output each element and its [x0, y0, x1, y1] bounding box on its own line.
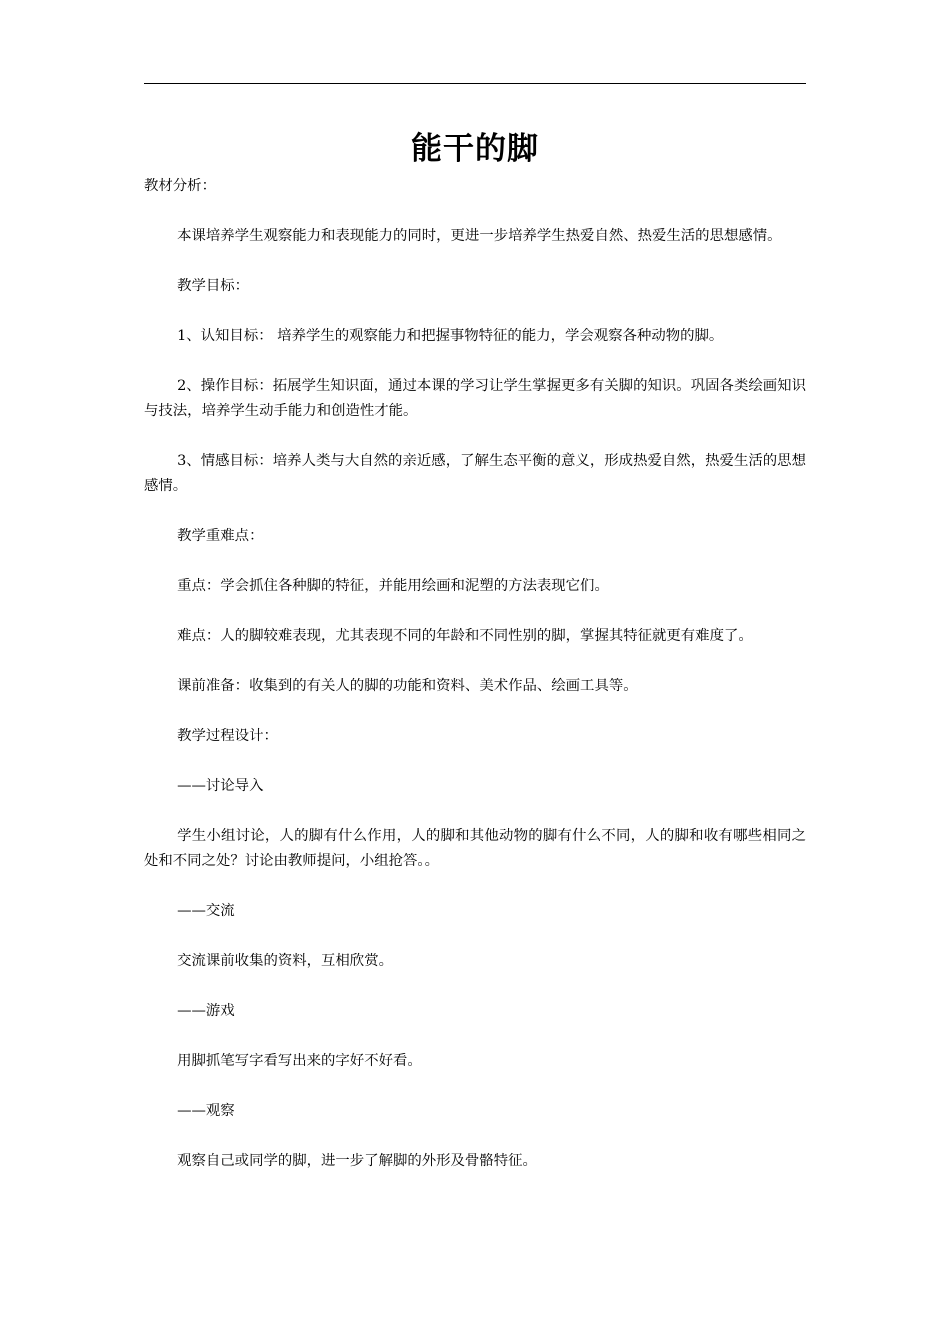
document-title: 能干的脚	[411, 131, 539, 167]
paragraph-observe: 观察自己或同学的脚，进一步了解脚的外形及骨骼特征。	[177, 1153, 537, 1169]
paragraph-game: 用脚抓笔写字看写出来的字好不好看。	[177, 1053, 422, 1069]
paragraph-section-game: ——游戏	[177, 1003, 235, 1019]
header-rule	[144, 83, 806, 84]
paragraph-exchange: 交流课前收集的资料，互相欣赏。	[177, 953, 393, 969]
paragraph-textbook-analysis: 本课培养学生观察能力和表现能力的同时，更进一步培养学生热爱自然、热爱生活的思想感情。	[177, 228, 782, 244]
paragraph-goal-emotion: 3、情感目标：培养人类与大自然的亲近感，了解生态平衡的意义，形成热爱自然，热爱生活的思想感情。	[144, 453, 806, 494]
paragraph-teaching-goals-heading: 教学目标：	[177, 278, 250, 294]
paragraph-textbook-analysis-heading: 教材分析：	[144, 178, 216, 194]
paragraph-section-discussion: ——讨论导入	[177, 778, 264, 794]
paragraph-goal-operation: 2、操作目标：拓展学生知识面，通过本课的学习让学生掌握更多有关脚的知识。巩固各类绘画知识与技法，培养学生动手能力和创造性才能。	[144, 378, 806, 419]
paragraph-discussion: 学生小组讨论，人的脚有什么作用，人的脚和其他动物的脚有什么不同，人的脚和收有哪些相同之处和不同之处？讨论由教师提问，小组抢答。。	[144, 828, 806, 869]
document-body	[144, 174, 806, 1199]
paragraph-key-points-heading: 教学重难点：	[177, 528, 264, 544]
paragraph-section-observe: ——观察	[177, 1103, 235, 1119]
paragraph-key-point: 重点：学会抓住各种脚的特征，并能用绘画和泥塑的方法表现它们。	[177, 578, 609, 594]
paragraph-preparation: 课前准备：收集到的有关人的脚的功能和资料、美术作品、绘画工具等。	[177, 678, 638, 694]
paragraph-goal-cognitive: 1、认知目标： 培养学生的观察能力和把握事物特征的能力，学会观察各种动物的脚。	[177, 328, 724, 344]
paragraph-difficult-point: 难点：人的脚较难表现，尤其表现不同的年龄和不同性别的脚，掌握其特征就更有难度了。	[177, 628, 753, 644]
paragraph-section-exchange: ——交流	[177, 903, 235, 919]
paragraph-process-heading: 教学过程设计：	[177, 728, 278, 744]
